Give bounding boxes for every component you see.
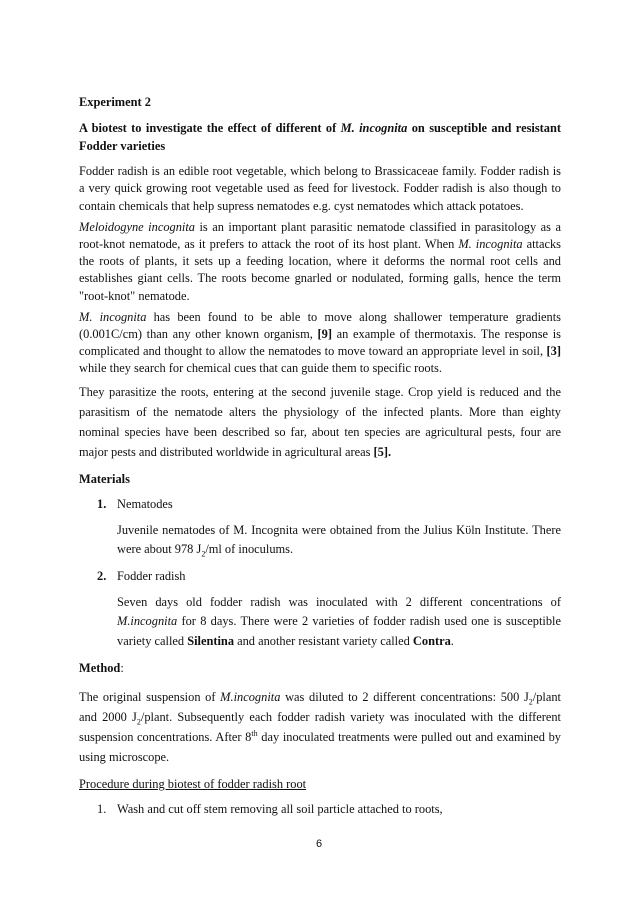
intro-paragraph-1: Fodder radish is an edible root vegetable, which belong to Brassicaceae family. Fodder radish is a very quick growing root vegetable used as feed for livestock. Fodder radish is also though to contain chemicals that help supress nematodes e.g. cyst nematodes which attack potatoes.	[79, 164, 561, 213]
experiment-heading: Experiment 2	[79, 95, 151, 109]
document-page	[79, 94, 561, 817]
method-heading: Method:	[79, 661, 124, 676]
procedure-title: Procedure during biotest of fodder radish root	[79, 776, 307, 791]
materials-item-label: Fodder radish	[117, 568, 186, 583]
materials-item-1-body: Juvenile nematodes of M. Incognita were obtained from the Julius Kϋln Institute. There were about 978 $J_2/ml$ of inoculums.	[117, 522, 561, 559]
intro-paragraph-3: M. incognita has been found to be able to move along shallower temperature gradients (0.001C/cm) than any other known organism, [9] an example of thermotaxis. The response is complicated and thought to allow the nematodes to move toward an appropriate level in soil, [3] while they search for chemical cues that can guide them to specific roots.	[79, 309, 561, 376]
citation: [5].	[373, 444, 392, 459]
document-title: A biotest to investigate the effect of different of M. incognita on susceptible and resistant Fodder varieties	[79, 121, 562, 154]
citation: [9]	[317, 327, 332, 342]
intro-paragraph-2: Meloidogyne incognita is an important plant parasitic nematode classified in parasitology as a root-knot nematode, as it prefers to attack the root of its host plant. When M. incognita attacks the roots of plants, it sets up a feeding location, where it deforms the normal root cells and establishes giant cells. The roots become gnarled or nodulated, forming galls, hence the term "root-knot" nematode.	[79, 219, 562, 303]
materials-item-1	[97, 497, 561, 512]
materials-heading: Materials	[79, 471, 130, 486]
intro-paragraph-4: They parasitize the roots, entering at the second juvenile stage. Crop yield is reduced and the parasitism of the nematode alters the physiology of the infected plants. More than eighty nominal species have been described so far, about ten species are agricultural pests, four are major pests and distributed worldwide in agricultural areas [5].	[79, 384, 561, 459]
materials-item-label: Nematodes	[117, 496, 173, 511]
list-number: 2.	[97, 568, 107, 583]
list-number: 1.	[97, 801, 107, 816]
materials-item-2	[97, 569, 561, 584]
citation: [3]	[546, 344, 561, 359]
list-number: 1.	[97, 496, 107, 511]
page-number: 6	[315, 838, 323, 850]
method-paragraph: The original suspension of M.incognita was diluted to 2 different concentrations: 500 $J_2$/plant and 2000 $J_2$/plant. Subsequently each fodder radish variety was inoculated with the different suspension concentrations. After 8th day inoculated treatments were pulled out and examined by using microscope.	[79, 689, 561, 764]
procedure-step-1	[97, 802, 561, 817]
materials-item-2-body: Seven days old fodder radish was inoculated with 2 different concentrations of M.incognita for 8 days. There were 2 varieties of fodder radish used one is susceptible variety called Silentina and another resistant variety called Contra.	[117, 594, 561, 648]
title-species: M. incognita	[340, 121, 408, 136]
procedure-step-text: Wash and cut off stem removing all soil particle attached to roots,	[117, 801, 443, 816]
